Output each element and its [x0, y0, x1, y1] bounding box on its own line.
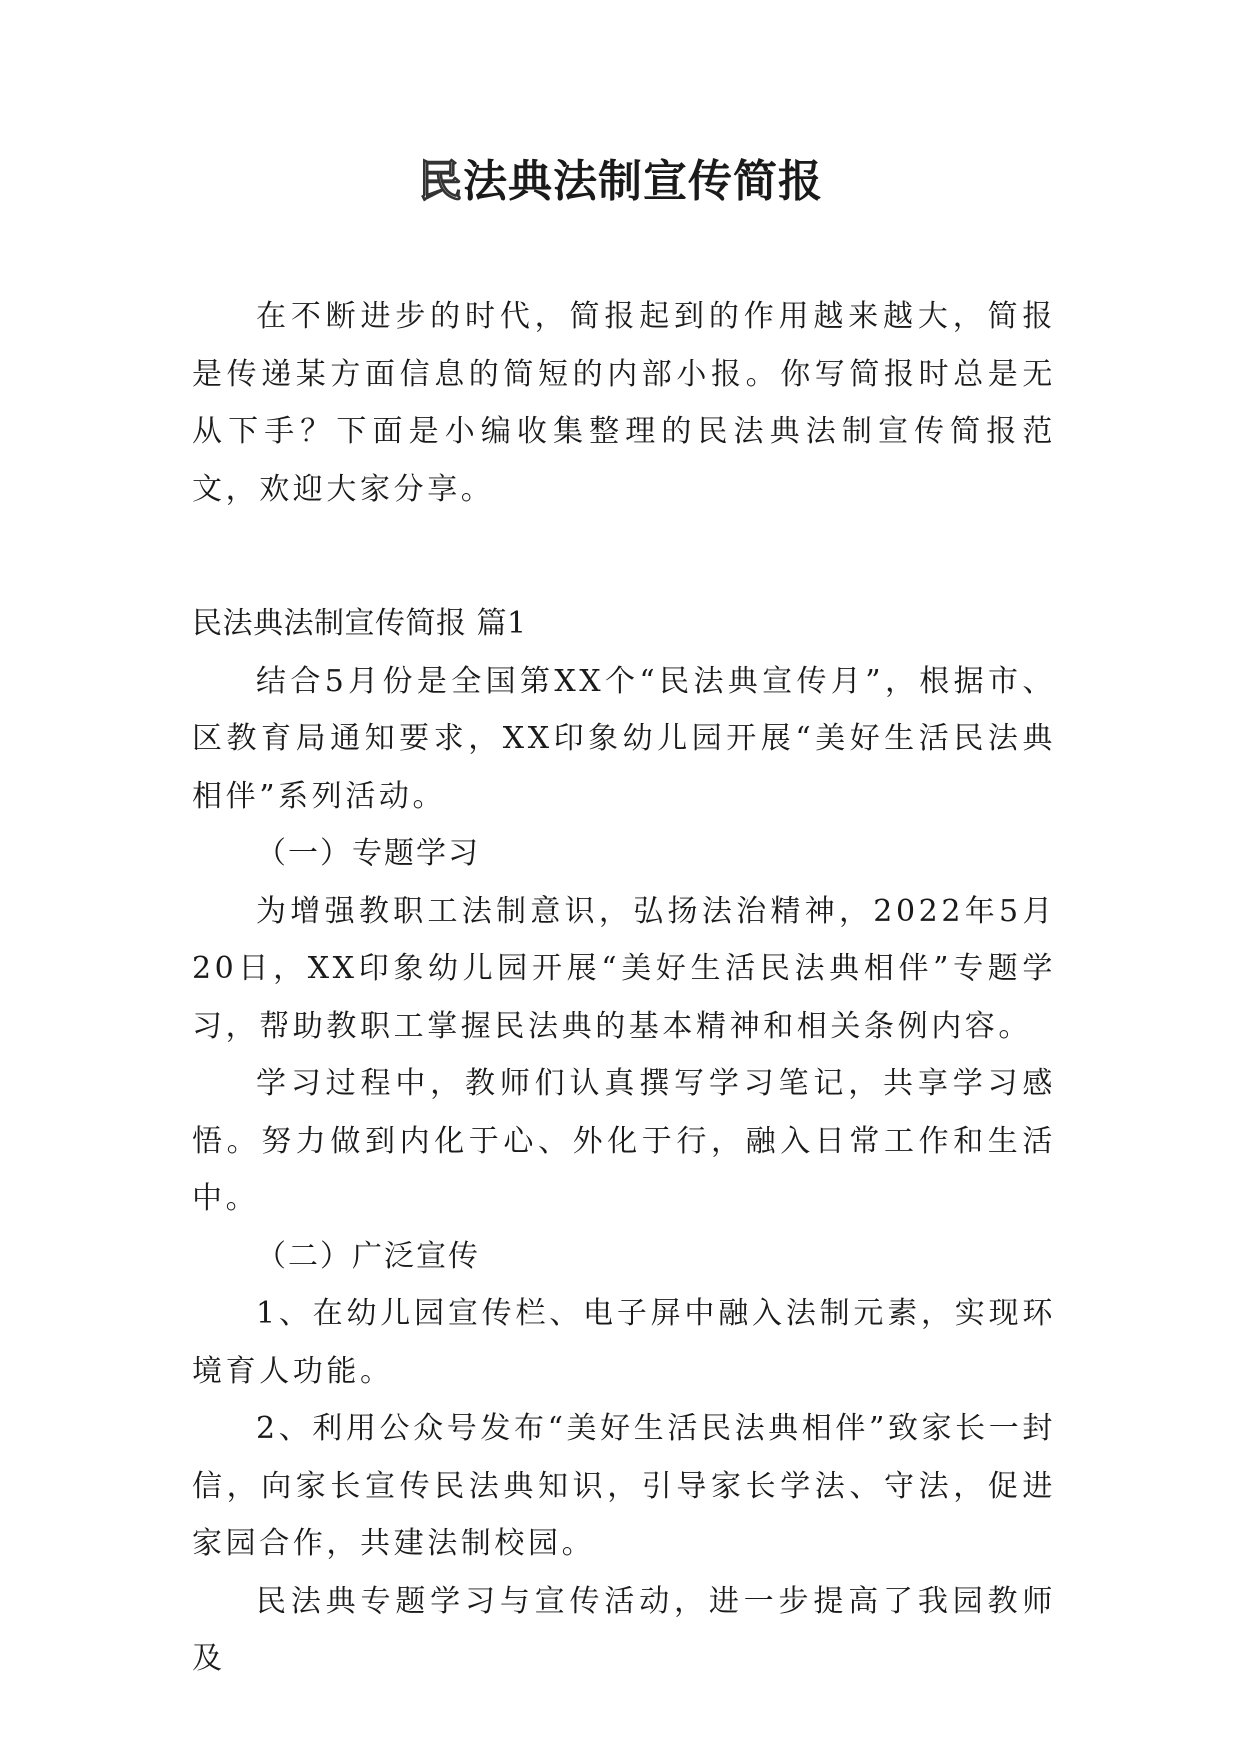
subheading-1: （一）专题学习 [256, 836, 480, 871]
paragraph-4: 1、在幼儿园宣传栏、电子屏中融入法制元素，实现环境育人功能。 [192, 1296, 1056, 1389]
paragraph-3: 学习过程中，教师们认真撰写学习笔记，共享学习感悟。努力做到内化于心、外化于行，融入日常工作和生活中。 [192, 1066, 1056, 1216]
title-rest: 法典法制宣传简报 [463, 156, 823, 207]
paragraph-2: 为增强教职工法制意识，弘扬法治精神，2022年5月20日，XX印象幼儿园开展“美好生活民法典相伴”专题学习，帮助教职工掌握民法典的基本精神和相关条例内容。 [192, 893, 1056, 1044]
section-gap [192, 518, 1056, 575]
paragraph-6: 民法典专题学习与宣传活动，进一步提高了我园教师及 [192, 1583, 1056, 1676]
intro-paragraph: 在不断进步的时代，简报起到的作用越来越大，简报是传递某方面信息的简短的内部小报。你写简报时总是无从下手？下面是小编收集整理的民法典法制宣传简报范文，欢迎大家分享。 [192, 299, 1056, 507]
paragraph-1: 结合5月份是全国第XX个“民法典宣传月”，根据市、区教育局通知要求，XX印象幼儿园开展“美好生活民法典相伴”系列活动。 [192, 663, 1056, 814]
paragraph-5: 2、利用公众号发布“美好生活民法典相伴”致家长一封信，向家长宣传民法典知识，引导家长学法、守法，促进家园合作，共建法制校园。 [192, 1411, 1056, 1561]
title-first-char: 民 [418, 156, 463, 207]
article-heading: 民法典法制宣传简报 篇1 [192, 606, 527, 641]
document-body [192, 288, 1056, 1688]
subheading-2: （二）广泛宣传 [256, 1238, 480, 1274]
document-title [0, 152, 1241, 212]
